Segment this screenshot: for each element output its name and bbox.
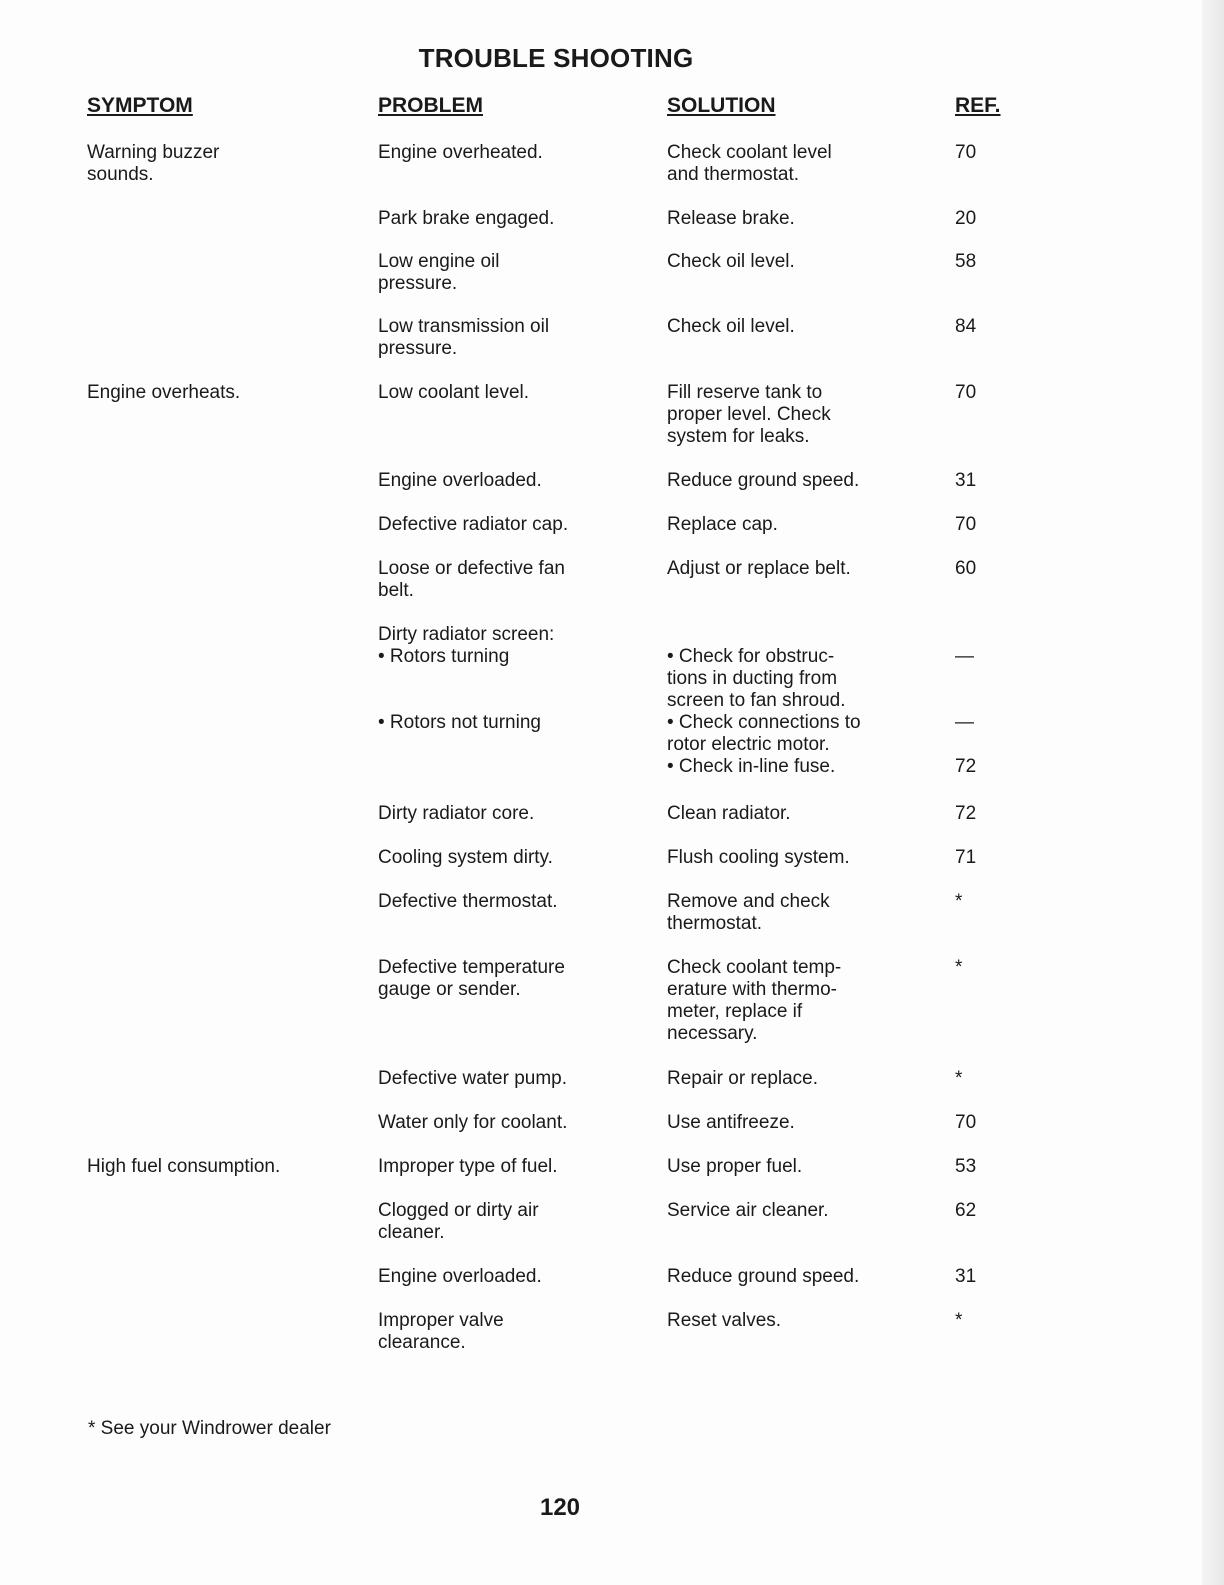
ref-cell: 72	[955, 803, 977, 824]
table-row	[0, 251, 1200, 316]
table-row	[0, 1156, 1200, 1200]
table-row	[0, 803, 1200, 847]
problem-cell: Improper valve clearance.	[378, 1310, 504, 1353]
problem-cell: Low engine oil pressure.	[378, 251, 500, 294]
symptom-cell: Warning buzzer sounds.	[87, 142, 220, 185]
ref-cell: *	[955, 1068, 963, 1089]
ref-cell: *	[955, 957, 963, 978]
ref-cell: 70	[955, 514, 977, 535]
table-row	[0, 470, 1200, 514]
problem-cell: Park brake engaged.	[378, 208, 555, 229]
footnote: * See your Windrower dealer	[88, 1418, 331, 1439]
ref-cell: 31	[955, 470, 977, 491]
page-title: TROUBLE SHOOTING	[418, 43, 694, 73]
ref-cell: 58	[955, 251, 977, 272]
problem-cell: Defective thermostat.	[378, 891, 558, 912]
solution-cell: Use proper fuel.	[667, 1156, 803, 1177]
ref-cell: 70	[955, 142, 977, 163]
ref-cell: 60	[955, 558, 977, 579]
solution-cell: Release brake.	[667, 208, 795, 229]
table-row	[0, 891, 1200, 957]
solution-cell: Check coolant temp- erature with thermo- meter, replace if necessary.	[667, 957, 842, 1044]
problem-cell: Low coolant level.	[378, 382, 530, 403]
table-row	[0, 957, 1200, 1068]
problem-cell: Cooling system dirty.	[378, 847, 553, 868]
troubleshooting-table	[0, 142, 1200, 1376]
solution-cell: Check coolant level and thermostat.	[667, 142, 832, 185]
solution-cell: Reset valves.	[667, 1310, 782, 1331]
problem-cell: Engine overloaded.	[378, 1266, 542, 1287]
ref-cell: 71	[955, 847, 977, 868]
table-row	[0, 382, 1200, 470]
solution-cell: Check oil level.	[667, 316, 795, 337]
solution-cell: Fill reserve tank to proper level. Check system for leaks.	[667, 382, 831, 447]
ref-cell: 84	[955, 316, 977, 337]
problem-cell: Clogged or dirty air cleaner.	[378, 1200, 539, 1243]
solution-cell: Repair or replace.	[667, 1068, 819, 1089]
header-problem: PROBLEM	[378, 94, 483, 117]
solution-cell: • Check for obstruc- tions in ducting from screen to fan shroud. • Check connections to rotor electric motor. • Check in-line fuse.	[667, 646, 861, 777]
solution-cell: Adjust or replace belt.	[667, 558, 851, 579]
ref-cell: — — 72	[955, 646, 977, 777]
solution-cell: Clean radiator.	[667, 803, 791, 824]
header-solution: SOLUTION	[667, 94, 776, 117]
problem-cell: Defective water pump.	[378, 1068, 568, 1089]
problem-cell: Loose or defective fan belt.	[378, 558, 565, 601]
problem-cell: Improper type of fuel.	[378, 1156, 558, 1177]
problem-cell: Engine overheated.	[378, 142, 543, 163]
ref-cell: 53	[955, 1156, 977, 1177]
page-number: 120	[539, 1494, 581, 1521]
table-row	[0, 847, 1200, 891]
ref-cell: *	[955, 1310, 963, 1331]
table-row	[0, 1068, 1200, 1112]
table-row	[0, 558, 1200, 624]
header-ref: REF.	[955, 94, 1001, 117]
problem-cell: Defective radiator cap.	[378, 514, 569, 535]
ref-cell: 31	[955, 1266, 977, 1287]
header-symptom: SYMPTOM	[87, 94, 193, 117]
ref-cell: 70	[955, 382, 977, 403]
table-row	[0, 208, 1200, 251]
problem-cell: Low transmission oil pressure.	[378, 316, 550, 359]
page-edge-shadow	[1202, 0, 1224, 1585]
ref-cell: 62	[955, 1200, 977, 1221]
problem-cell: Water only for coolant.	[378, 1112, 568, 1133]
symptom-cell: High fuel consumption.	[87, 1156, 281, 1177]
symptom-cell: Engine overheats.	[87, 382, 241, 403]
solution-cell: Reduce ground speed.	[667, 470, 860, 491]
problem-cell: Dirty radiator core.	[378, 803, 535, 824]
table-row	[0, 624, 1200, 803]
table-row	[0, 1200, 1200, 1266]
ref-cell: 20	[955, 208, 977, 229]
solution-cell: Check oil level.	[667, 251, 795, 272]
solution-cell: Reduce ground speed.	[667, 1266, 860, 1287]
solution-cell: Service air cleaner.	[667, 1200, 829, 1221]
problem-cell: Engine overloaded.	[378, 470, 542, 491]
ref-cell: *	[955, 891, 963, 912]
solution-cell: Remove and check thermostat.	[667, 891, 830, 934]
solution-cell: Use antifreeze.	[667, 1112, 795, 1133]
table-row	[0, 1112, 1200, 1156]
ref-cell: 70	[955, 1112, 977, 1133]
table-row	[0, 142, 1200, 208]
solution-cell: Flush cooling system.	[667, 847, 850, 868]
problem-cell: Dirty radiator screen: • Rotors turning • Rotors not turning	[378, 624, 555, 733]
solution-cell: Replace cap.	[667, 514, 778, 535]
table-row	[0, 316, 1200, 382]
table-row	[0, 1266, 1200, 1310]
problem-cell: Defective temperature gauge or sender.	[378, 957, 565, 1000]
table-row	[0, 1310, 1200, 1376]
table-row	[0, 514, 1200, 558]
